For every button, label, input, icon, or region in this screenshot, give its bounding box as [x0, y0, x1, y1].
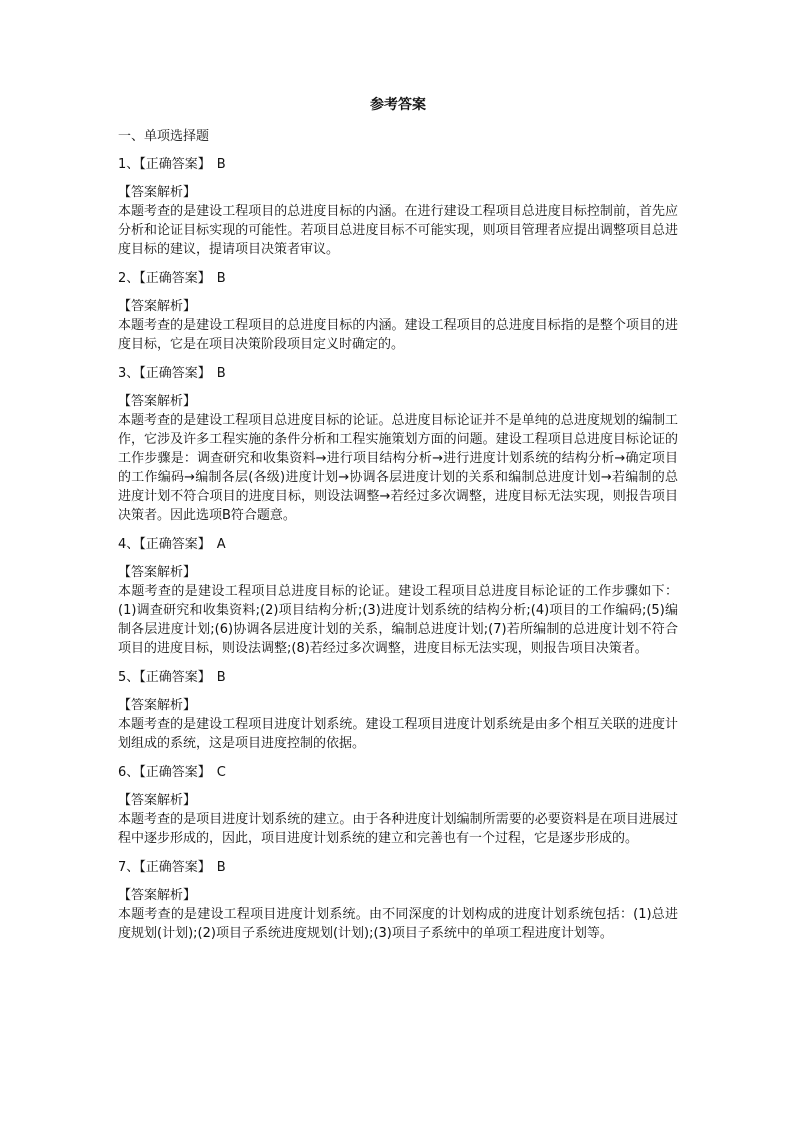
analysis-label: 【答案解析】 — [118, 565, 197, 580]
analysis-label: 【答案解析】 — [118, 394, 197, 409]
question-number: 3、 — [118, 366, 140, 381]
analysis-label: 【答案解析】 — [118, 185, 197, 200]
answer-label: 【正确答案】 — [139, 860, 211, 875]
analysis-text: 本题考查的是建设工程项目的总进度目标的内涵。建设工程项目的总进度目标指的是整个项目的进度目标，它是在项目决策阶段项目定义时确定的。 — [118, 318, 678, 352]
answer-line — [118, 859, 678, 877]
answer-label: 【正确答案】 — [139, 271, 211, 286]
answer-letter: B — [216, 271, 226, 286]
answer-letter: B — [216, 157, 226, 172]
answer-line — [118, 156, 678, 174]
question-item — [118, 156, 678, 259]
question-number: 7、 — [118, 860, 140, 875]
question-item — [118, 536, 678, 658]
question-number: 1、 — [118, 157, 140, 172]
analysis-text: 本题考查的是建设工程项目总进度目标的论证。建设工程项目总进度目标论证的工作步骤如下：(1)调查研究和收集资料;(2)项目结构分析;(3)进度计划系统的结构分析;(4)项目的工作编码;(5)编制各层进度计划;(6)协调各层进度计划的关系，编制总进度计划;(7)若所编制的总进度计划不符合项目的进度目标，则设法调整;(8)若经过多次调整，进度目标无法实现，则报告项目决策者。 — [118, 584, 678, 656]
analysis-label: 【答案解析】 — [118, 888, 197, 903]
answer-line — [118, 270, 678, 288]
answer-line — [118, 536, 678, 554]
answer-line — [118, 365, 678, 383]
question-number: 4、 — [118, 537, 140, 552]
question-item — [118, 764, 678, 848]
analysis-text: 本题考查的是建设工程项目进度计划系统。由不同深度的计划构成的进度计划系统包括：(1)总进度规划(计划);(2)项目子系统进度规划(计划);(3)项目子系统中的单项工程进度计划等。 — [118, 907, 678, 941]
answer-letter: B — [216, 670, 226, 685]
question-item — [118, 270, 678, 354]
question-item — [118, 859, 678, 943]
analysis-label: 【答案解析】 — [118, 299, 197, 314]
analysis-text: 本题考查的是建设工程项目进度计划系统。建设工程项目进度计划系统是由多个相互关联的进度计划组成的系统，这是项目进度控制的依据。 — [118, 717, 678, 751]
section-heading: 一、单项选择题 — [118, 129, 210, 144]
answer-label: 【正确答案】 — [139, 537, 211, 552]
question-item — [118, 669, 678, 753]
page-title: 参考答案 — [370, 97, 426, 113]
answer-letter: A — [216, 537, 226, 552]
answer-letter: B — [216, 860, 226, 875]
answer-label: 【正确答案】 — [139, 670, 211, 685]
answer-letter: B — [216, 366, 226, 381]
answer-letter: C — [216, 765, 226, 780]
question-item — [118, 365, 678, 525]
question-number: 6、 — [118, 765, 140, 780]
analysis-text: 本题考查的是建设工程项目总进度目标的论证。总进度目标论证并不是单纯的总进度规划的编制工作，它涉及许多工程实施的条件分析和工程实施策划方面的问题。建设工程项目总进度目标论证的工作步骤是：调查研究和收集资料→进行项目结构分析→进行进度计划系统的结构分析→确定项目的工作编码→编制各层(各级)进度计划→协调各层进度计划的关系和编制总进度计划→若编制的总进度计划不符合项目的进度目标，则设法调整→若经过多次调整，进度目标无法实现，则报告项目决策者。因此选项B符合题意。 — [118, 413, 678, 523]
answer-line — [118, 669, 678, 687]
answer-label: 【正确答案】 — [139, 157, 211, 172]
answer-line — [118, 764, 678, 782]
answer-page — [118, 96, 678, 954]
analysis-label: 【答案解析】 — [118, 793, 197, 808]
question-number: 2、 — [118, 271, 140, 286]
question-number: 5、 — [118, 670, 140, 685]
analysis-text: 本题考查的是建设工程项目的总进度目标的内涵。在进行建设工程项目总进度目标控制前，首先应分析和论证目标实现的可能性。若项目总进度目标不可能实现，则项目管理者应提出调整项目总进度目标的建议，提请项目决策者审议。 — [118, 204, 678, 257]
answer-label: 【正确答案】 — [139, 765, 211, 780]
analysis-label: 【答案解析】 — [118, 698, 197, 713]
answer-label: 【正确答案】 — [139, 366, 211, 381]
analysis-text: 本题考查的是项目进度计划系统的建立。由于各种进度计划编制所需要的必要资料是在项目进展过程中逐步形成的，因此，项目进度计划系统的建立和完善也有一个过程，它是逐步形成的。 — [118, 812, 678, 846]
